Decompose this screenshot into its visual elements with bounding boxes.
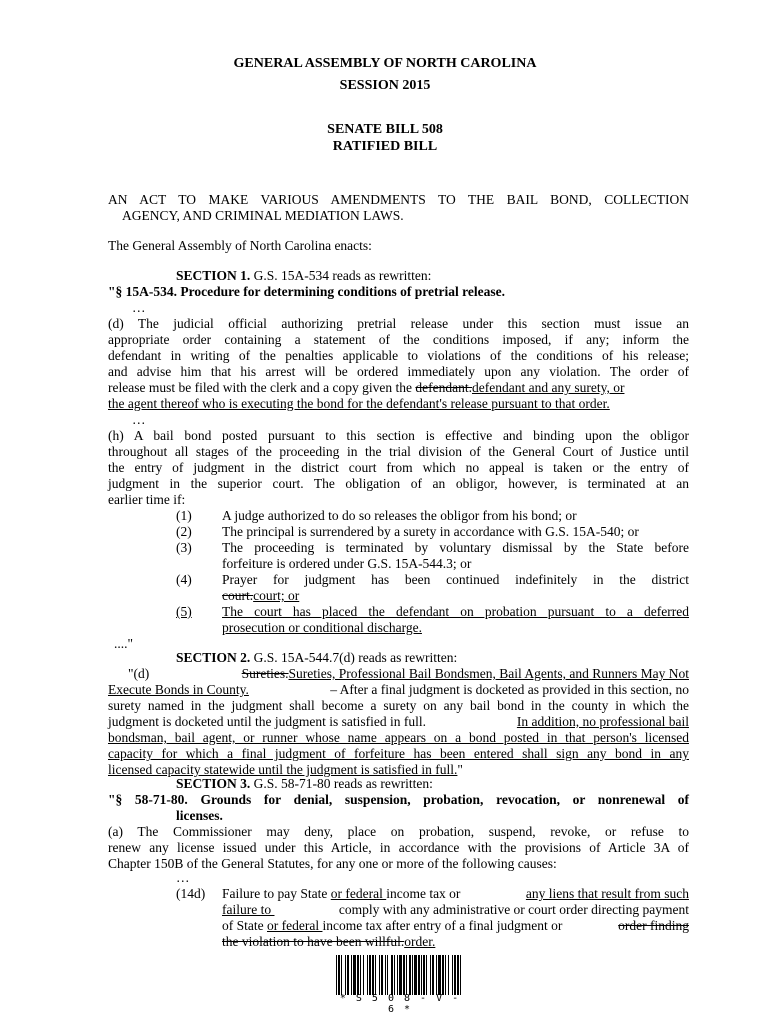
s1-h-line2: throughout all stages of the proceeding in the trial division of the General Court of Justice until	[108, 444, 689, 459]
inserted-text: Sureties, Professional Bail Bondsmen, Bail Agents, and Runners May Not	[288, 666, 689, 681]
barcode-text: * S 5 0 8 - V - 6 *	[339, 993, 461, 1015]
deleted-text: defendant.	[415, 380, 472, 395]
list-item-text: The principal is surrendered by a surety in accordance with G.S. 15A-540; or	[222, 524, 639, 539]
s1-h-line5: earlier time if:	[108, 492, 186, 507]
list-item-num: (2)	[176, 524, 192, 539]
s3-item-line2: failure to comply with any administrative or court order directing payment	[222, 902, 689, 917]
list-item-text: forfeiture is ordered under G.S. 15A-544.3; or	[222, 556, 472, 571]
barcode-image	[336, 955, 464, 995]
s2-line3: surety named in the judgment shall become a surety on any bail bond in the county in which the	[108, 698, 689, 713]
ellipsis: …	[132, 412, 146, 427]
s1-h-line1: (h) A bail bond posted pursuant to this section is effective and binding upon the obligor	[108, 428, 689, 443]
act-title-line2: AGENCY, AND CRIMINAL MEDIATION LAWS.	[122, 208, 404, 223]
bill-type: RATIFIED BILL	[332, 139, 438, 154]
s3-a-line3: Chapter 150B of the General Statutes, for any one or more of the following causes:	[108, 856, 557, 871]
list-item-num: (3)	[176, 540, 192, 555]
s1-h-line4: judgment in the superior court. The obligation of an obligor, however, is terminated at an	[108, 476, 689, 491]
assembly-title: GENERAL ASSEMBLY OF NORTH CAROLINA	[233, 56, 537, 71]
s1-d-line5: release must be filed with the clerk and a copy given the defendant.defendant and any surety, or	[108, 380, 625, 395]
inserted-text: court; or	[253, 588, 300, 603]
s2-line1: "(d) Sureties.Sureties, Professional Bail Bondsmen, Bail Agents, and Runners May Not	[128, 666, 689, 681]
list-item-text	[222, 588, 299, 604]
list-item-text: Prayer for judgment has been continued indefinitely in the district	[222, 572, 689, 587]
deleted-text: Sureties.	[241, 666, 289, 681]
s3-a-line1: (a) The Commissioner may deny, place on probation, suspend, revoke, or refuse to	[108, 824, 689, 839]
section3-statute-title: "§ 58-71-80. Grounds for denial, suspension, probation, revocation, or nonrenewal of	[108, 792, 689, 807]
s2-line2: Execute Bonds in County. – After a final judgment is docketed as provided in this section, no	[108, 682, 689, 697]
deleted-text: court.	[222, 588, 254, 603]
s3-item-line1: Failure to pay State or federal income tax or any liens that result from such	[222, 886, 689, 901]
s3-a-line2: renew any license issued under this Article, in accordance with the provisions of Article 3A of	[108, 840, 689, 855]
inserted-text: defendant and any surety, or	[472, 380, 625, 395]
list-item-text: A judge authorized to do so releases the obligor from his bond; or	[222, 508, 577, 523]
s1-d-line1: (d) The judicial official authorizing pretrial release under this section must issue an	[108, 316, 689, 331]
deleted-text: the violation to have been willful.	[222, 934, 405, 949]
enacting-clause: The General Assembly of North Carolina enacts:	[108, 238, 372, 253]
act-title-line1: AN ACT TO MAKE VARIOUS AMENDMENTS TO THE BAIL BOND, COLLECTION	[108, 192, 689, 207]
section2-heading: SECTION 2. G.S. 15A-544.7(d) reads as rewritten:	[176, 650, 458, 665]
s1-d-line2: appropriate order containing a statement of the conditions imposed, if any; inform the	[108, 332, 689, 347]
ellipsis: …	[176, 870, 190, 885]
list-item-text: The proceeding is terminated by voluntary dismissal by the State before	[222, 540, 689, 555]
s2-line7: licensed capacity statewide until the judgment is satisfied in full."	[108, 762, 463, 777]
s1-d-line6: the agent thereof who is executing the bond for the defendant's release pursuant to that order.	[108, 396, 610, 411]
list-item-num: (1)	[176, 508, 192, 523]
ellipsis: …	[132, 300, 146, 315]
inserted-text: order.	[404, 934, 436, 949]
list-item-text: The court has placed the defendant on probation pursuant to a deferred	[222, 604, 689, 619]
s3-item-line4	[222, 934, 435, 950]
section1-statute-title: "§ 15A-534. Procedure for determining conditions of pretrial release.	[108, 284, 505, 299]
s2-line5: bondsman, bail agent, or runner whose name appears on a bond posted in that person's licensed	[108, 730, 689, 745]
session-title: SESSION 2015	[339, 78, 431, 93]
s1-h-line3: the entry of judgment in the district court from which no appeal is taken or the entry of	[108, 460, 689, 475]
bill-number: SENATE BILL 508	[327, 122, 443, 137]
barcode-bar	[461, 955, 464, 995]
s2-line4: judgment is docketed until the judgment is satisfied in full. In addition, no professional bail	[108, 714, 689, 729]
section3-statute-title-cont: licenses.	[176, 808, 223, 823]
section-close: ...."	[114, 636, 134, 651]
s1-d-line3: defendant in writing of the penalties applicable to violations of the conditions of his release;	[108, 348, 689, 363]
s1-d-line4: and advise him that his arrest will be ordered immediately upon any violation. The order of	[108, 364, 689, 379]
list-item-num: (14d)	[176, 886, 206, 901]
s2-line6: capacity for which a final judgment of forfeiture has been entered shall sign any bond in any	[108, 746, 689, 761]
s3-item-line3: of State or federal income tax after entry of a final judgment or order finding	[222, 918, 689, 933]
list-item-num: (4)	[176, 572, 192, 587]
section1-heading: SECTION 1. G.S. 15A-534 reads as rewritten:	[176, 268, 432, 283]
list-item-text: prosecution or conditional discharge.	[222, 620, 422, 635]
list-item-num: (5)	[176, 604, 192, 619]
section3-heading: SECTION 3. G.S. 58-71-80 reads as rewritten:	[176, 776, 433, 791]
